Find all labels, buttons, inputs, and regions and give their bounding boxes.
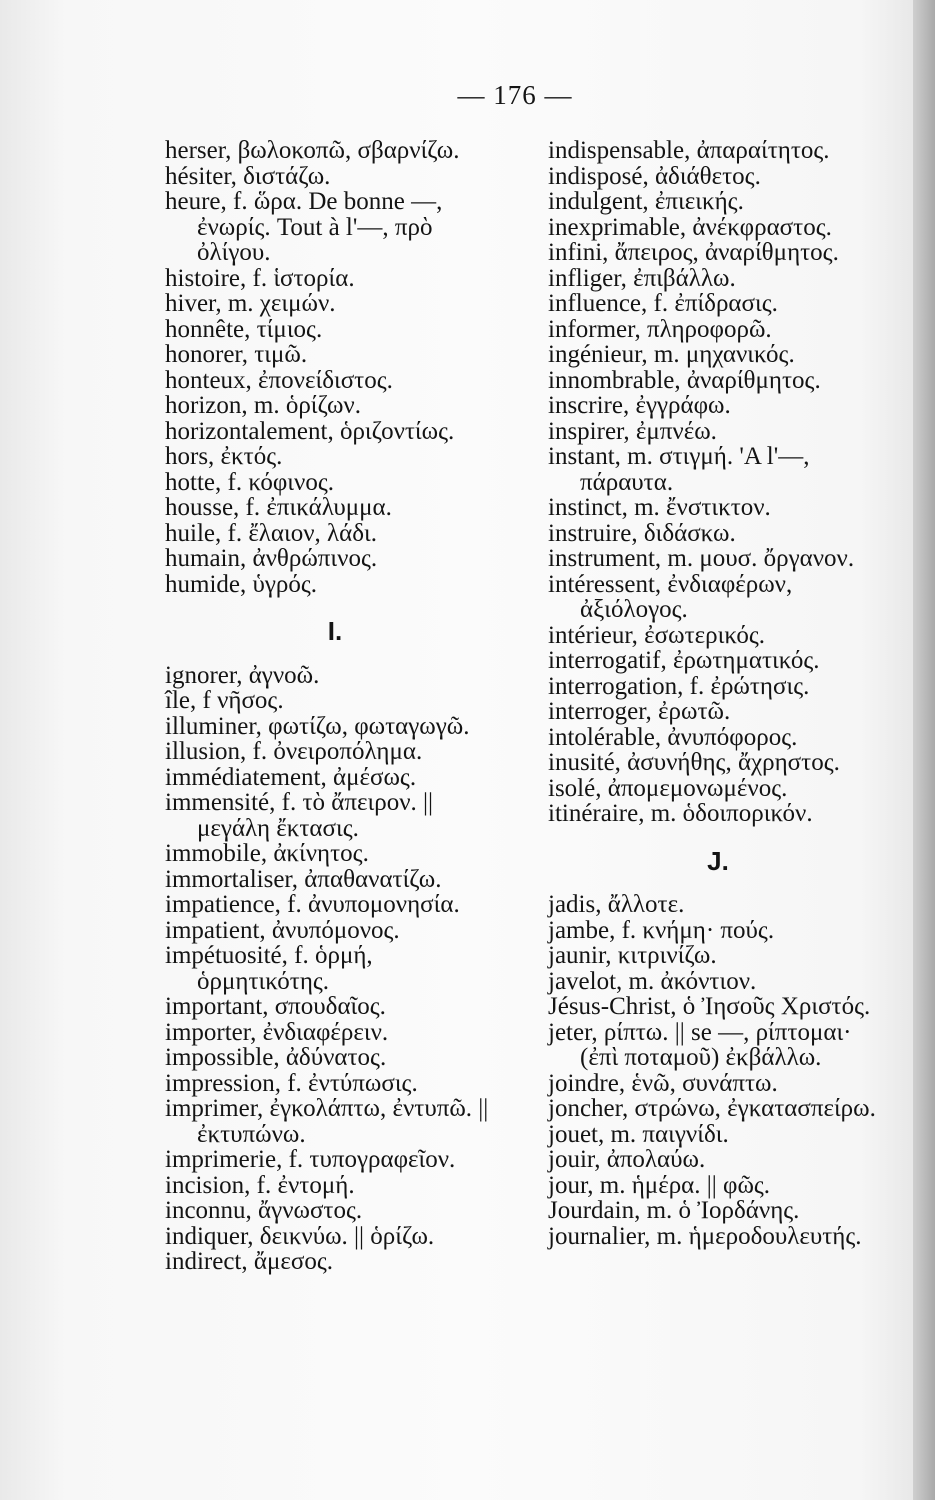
dictionary-entry: horizontalement, ὁριζοντίως. — [165, 417, 455, 445]
dictionary-entry: ignorer, ἀγνοῶ. — [165, 661, 320, 689]
dictionary-entry: honnête, τίμιος. — [165, 315, 323, 343]
dictionary-entry: Jourdain, m. ὁ Ἰορδάνης. — [548, 1197, 800, 1224]
dictionary-entry: indispensable, ἀπαραίτητος. — [548, 137, 830, 164]
dictionary-entry: impossible, ἀδύνατος. — [165, 1044, 387, 1071]
dictionary-entry: jaunir, κιτρινίζω. — [548, 942, 717, 969]
dictionary-entry: important, σπουδαῖος. — [165, 993, 386, 1020]
dictionary-entry: intolérable, ἀνυπόφορος. — [548, 723, 798, 751]
dictionary-entry: imprimerie, f. τυπογραφεῖον. — [165, 1146, 456, 1173]
dictionary-entry: impatience, f. ἀνυπομονησία. — [165, 891, 460, 918]
dictionary-entry: humide, ὑγρός. — [165, 570, 318, 598]
dictionary-entry: immortaliser, ἀπαθανατίζω. — [165, 865, 442, 893]
dictionary-entry: interrogation, f. ἐρώτησις. — [548, 672, 810, 700]
dictionary-entry: jadis, ἄλλοτε. — [548, 891, 685, 918]
dictionary-entry: illuminer, φωτίζω, φωταγωγῶ. — [165, 712, 470, 740]
dictionary-entry: impétuosité, f. ὁρμή, ὁρμητικότης. — [165, 942, 373, 995]
dictionary-entry: jour, m. ἡμέρα. || φῶς. — [548, 1171, 771, 1199]
page-edge-shadow — [913, 0, 935, 1500]
dictionary-entry: immobile, ἀκίνητος. — [165, 840, 369, 867]
dictionary-entry: importer, ἐνδιαφέρειν. — [165, 1018, 389, 1046]
dictionary-entry: jambe, f. κνήμη· πούς. — [548, 916, 775, 944]
dictionary-entry: instruire, διδάσκω. — [548, 519, 736, 547]
dictionary-entry: herser, βωλοκοπῶ, σβαρνίζω. — [165, 137, 460, 164]
dictionary-entry: instant, m. στιγμή. 'A l'—, πάραυτα. — [548, 443, 810, 496]
dictionary-entry: innombrable, ἀναρίθμητος. — [548, 366, 821, 394]
section-letter-j: J. — [707, 845, 729, 876]
dictionary-entry: itinéraire, m. ὁδοιπορικόν. — [548, 800, 813, 827]
dictionary-entry: joindre, ἑνῶ, συνάπτω. — [548, 1069, 778, 1097]
dictionary-entry: jeter, ρίπτω. || se —, ρίπτομαι· (ἐπὶ ποταμοῦ) ἐκβάλλω. — [548, 1018, 852, 1071]
dictionary-entry: honteux, ἐπονείδιστος. — [165, 366, 393, 394]
dictionary-entry: interroger, ἐρωτῶ. — [548, 698, 731, 725]
dictionary-entry: île, f νῆσος. — [165, 687, 284, 714]
dictionary-entry: impatient, ἀνυπόμονος. — [165, 916, 400, 944]
dictionary-entry: isolé, ἀπομεμονωμένος. — [548, 774, 788, 802]
dictionary-entry: jouet, m. παιγνίδι. — [548, 1120, 729, 1148]
dictionary-entry: intéressent, ἐνδιαφέρων, ἀξιόλογος. — [548, 570, 793, 623]
dictionary-entry: indirect, ἄμεσος. — [165, 1248, 333, 1275]
left-column — [165, 138, 505, 1275]
entries-j — [548, 892, 888, 1249]
dictionary-entry: Jésus-Christ, ὁ Ἰησοῦς Χριστός. — [548, 993, 871, 1020]
dictionary-entry: incision, f. ἐντομή. — [165, 1171, 355, 1199]
dictionary-entry: jouir, ἀπολαύω. — [548, 1146, 706, 1173]
dictionary-entry: horizon, m. ὁρίζων. — [165, 392, 361, 419]
dictionary-entry: impression, f. ἐντύπωσις. — [165, 1069, 418, 1097]
dictionary-entry: instinct, m. ἔνστικτον. — [548, 494, 771, 521]
dictionary-entry: housse, f. ἐπικάλυμμα. — [165, 494, 392, 521]
dictionary-entry: indulgent, ἐπιεικής. — [548, 188, 744, 215]
dictionary-entry: hors, ἐκτός. — [165, 443, 283, 470]
dictionary-entry: inusité, ἀσυνήθης, ἄχρηστος. — [548, 749, 840, 776]
entries-h — [165, 138, 505, 597]
dictionary-entry: hotte, f. κόφινος. — [165, 468, 334, 496]
dictionary-entry: instrument, m. μουσ. ὄργανον. — [548, 545, 855, 572]
dictionary-entry: histoire, f. ἱστορία. — [165, 264, 355, 292]
dictionary-entry: inspirer, ἐμπνέω. — [548, 417, 717, 445]
right-column — [548, 138, 888, 1249]
dictionary-entry: influence, f. ἐπίδρασις. — [548, 290, 778, 317]
entries-i — [165, 663, 505, 1275]
dictionary-entry: hiver, m. χειμών. — [165, 290, 336, 317]
entries-i-continued — [548, 138, 888, 827]
dictionary-entry: inscrire, ἐγγράφω. — [548, 392, 731, 419]
dictionary-entry: ingénieur, m. μηχανικός. — [548, 341, 795, 368]
dictionary-entry: illusion, f. ὀνειροπόλημα. — [165, 738, 423, 765]
dictionary-entry: inconnu, ἄγνωστος. — [165, 1197, 363, 1224]
dictionary-entry: journalier, m. ἡμεροδουλευτής. — [548, 1222, 862, 1250]
dictionary-entry: indisposé, ἀδιάθετος. — [548, 162, 761, 190]
dictionary-entry: javelot, m. ἀκόντιον. — [548, 967, 757, 995]
dictionary-entry: indiquer, δεικνύω. || ὁρίζω. — [165, 1222, 435, 1250]
dictionary-entry: joncher, στρώνω, ἐγκατασπείρω. — [548, 1095, 876, 1122]
dictionary-entry: imprimer, ἐγκολάπτω, ἐντυπῶ. || ἐκτυπώνω. — [165, 1095, 489, 1148]
dictionary-entry: immensité, f. τὸ ἄπειρον. || μεγάλη ἔκτασις. — [165, 789, 434, 842]
dictionary-entry: inexprimable, ἀνέκφραστος. — [548, 213, 832, 241]
dictionary-entry: interrogatif, ἐρωτηματικός. — [548, 647, 820, 674]
dictionary-entry: humain, ἀνθρώπινος. — [165, 545, 378, 572]
dictionary-entry: informer, πληροφορῶ. — [548, 315, 772, 343]
dictionary-entry: hésiter, διστάζω. — [165, 162, 331, 190]
dictionary-entry: immédiatement, ἀμέσως. — [165, 763, 417, 791]
dictionary-entry: intérieur, ἐσωτερικός. — [548, 621, 766, 649]
dictionary-entry: honorer, τιμῶ. — [165, 341, 308, 368]
dictionary-entry: heure, f. ὥρα. De bonne —, ἐνωρίς. Tout à l'—, πρὸ ὀλίγου. — [165, 188, 443, 266]
page-number: — 176 — — [457, 80, 573, 110]
dictionary-entry: huile, f. ἔλαιον, λάδι. — [165, 519, 378, 547]
dictionary-entry: infini, ἄπειρος, ἀναρίθμητος. — [548, 239, 839, 266]
dictionary-entry: infliger, ἐπιβάλλω. — [548, 264, 736, 292]
section-letter-i: I. — [327, 616, 343, 646]
